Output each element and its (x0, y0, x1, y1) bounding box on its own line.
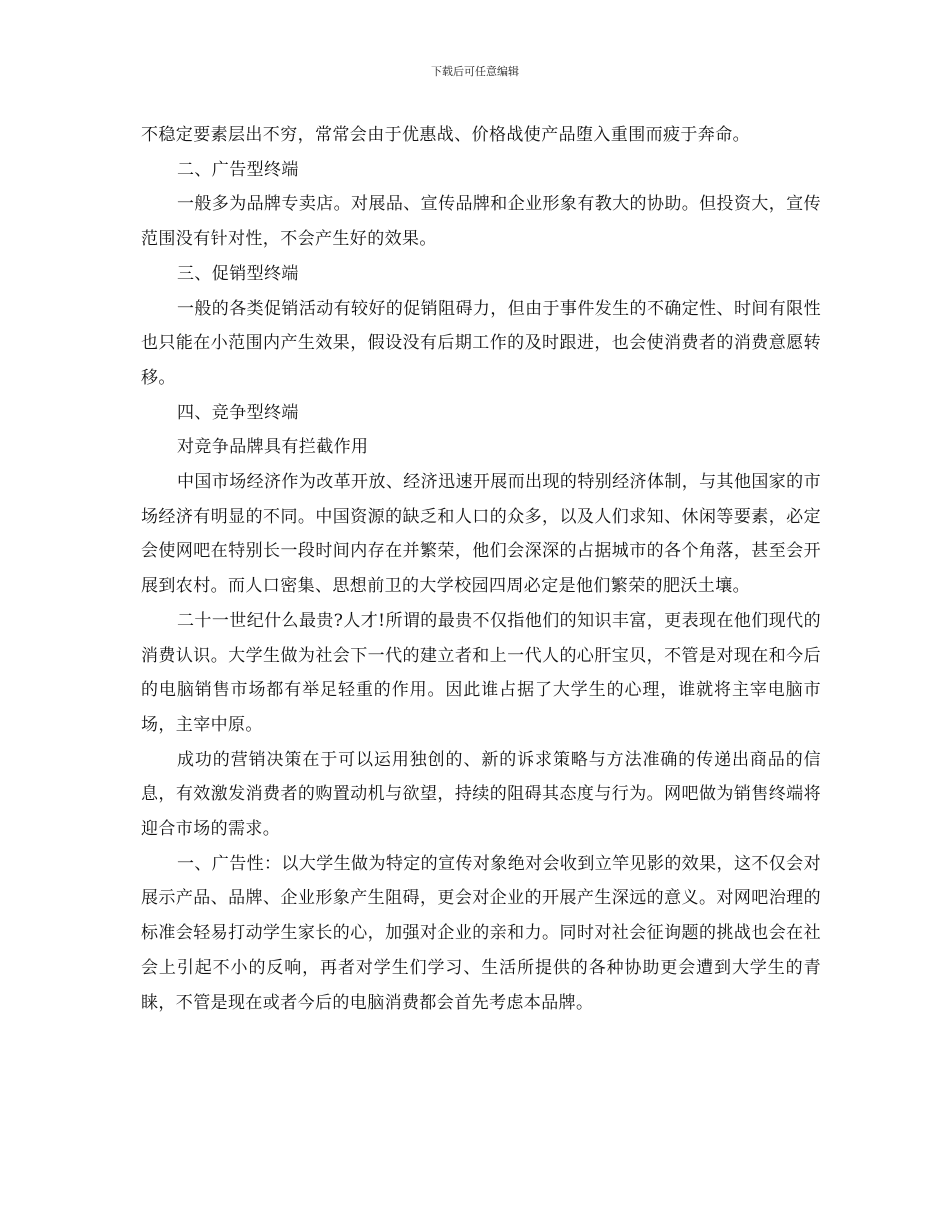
document-body (141, 118, 821, 1020)
paragraph-3: 一般的各类促销活动有较好的促销阻碍力，但由于事件发生的不确定性、时间有限性也只能在小范围内产生效果，假设没有后期工作的及时跟进，也会使消费者的消费意愿转移。 (141, 298, 821, 388)
paragraph-8: 一、广告性：以大学生做为特定的宣传对象绝对会收到立竿见影的效果，这不仅会对展示产品、品牌、企业形象产生阻碍，更会对企业的开展产生深远的意义。对网吧治理的标准会轻易打动学生家长的心，加强对企业的亲和力。同时对社会征询题的挑战也会在社会上引起不小的反响，再者对学生们学习、生活所提供的各种协助更会遭到大学生的青睐，不管是现在或者今后的电脑消费都会首先考虑本品牌。 (141, 853, 821, 1013)
paragraph-4: 对竞争品牌具有拦截作用 (177, 437, 369, 458)
section-heading-competition-terminal: 四、竞争型终端 (177, 402, 299, 423)
paragraph-2: 一般多为品牌专卖店。对展品、宣传品牌和企业形象有教大的协助。但投资大，宣传范围没有针对性，不会产生好的效果。 (141, 194, 821, 250)
paragraph-1: 不稳定要素层出不穷，常常会由于优惠战、价格战使产品堕入重围而疲于奔命。 (141, 125, 750, 145)
paragraph-5: 中国市场经济作为改革开放、经济迅速开展而出现的特别经济体制，与其他国家的市场经济有明显的不同。中国资源的缺乏和人口的众多，以及人们求知、休闲等要素，必定会使网吧在特别长一段时间内存在并繁荣，他们会深深的占据城市的各个角落，甚至会开展到农村。而人口密集、思想前卫的大学校园四周必定是他们繁荣的肥沃土壤。 (141, 472, 821, 597)
paragraph-7: 成功的营销决策在于可以运用独创的、新的诉求策略与方法准确的传递出商品的信息，有效激发消费者的购置动机与欲望，持续的阻碍其态度与行为。网吧做为销售终端将迎合市场的需求。 (141, 749, 821, 840)
section-heading-advertising-terminal: 二、广告型终端 (177, 159, 299, 180)
paragraph-6: 二十一世纪什么最贵?人才!所谓的最贵不仅指他们的知识丰富，更表现在他们现代的消费认识。大学生做为社会下一代的建立者和上一代人的心肝宝贝，不管是对现在和今后的电脑销售市场都有举足轻重的作用。因此谁占据了大学生的心理，谁就将主宰电脑市场，主宰中原。 (141, 610, 821, 735)
page-header: 下载后可任意编辑 (431, 65, 519, 78)
section-heading-promotion-terminal: 三、促销型终端 (177, 263, 299, 284)
